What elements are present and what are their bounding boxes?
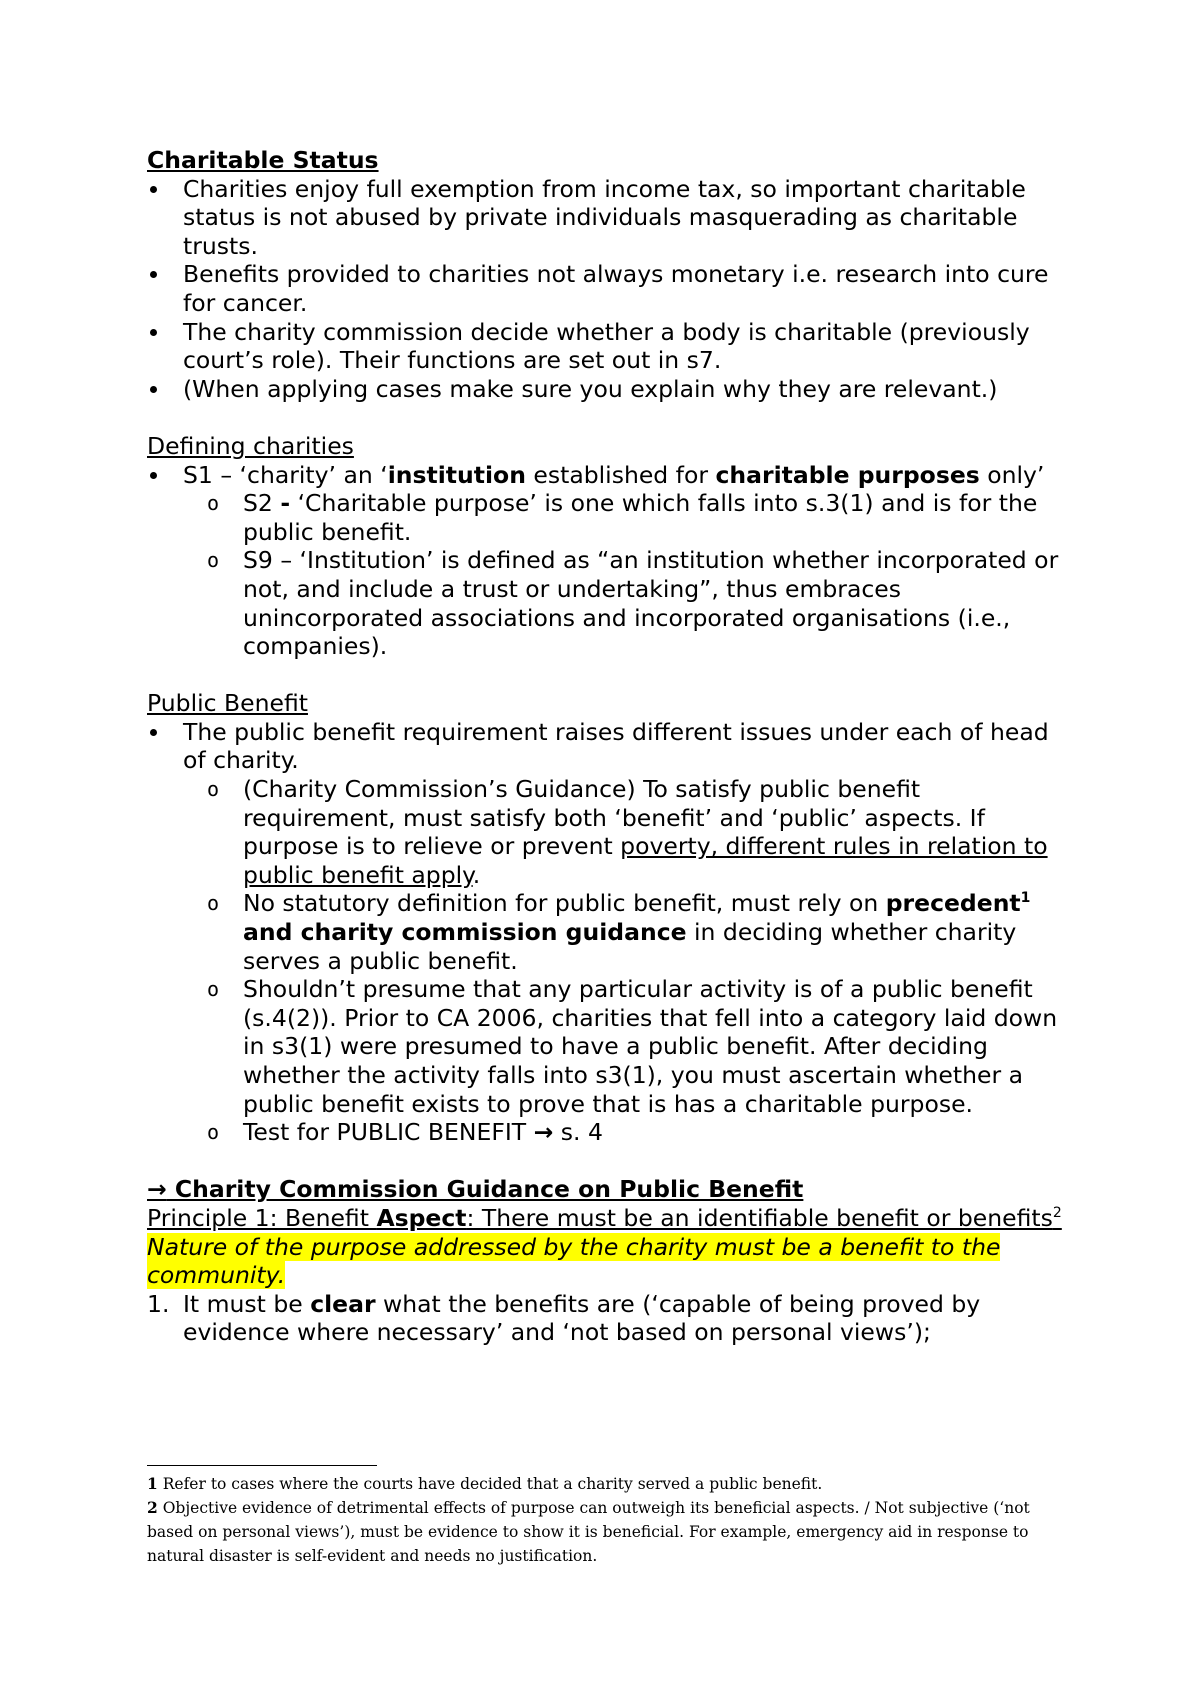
sub-list-item: o S2 - ‘Charitable purpose’ is one which falls into s.3(1) and is for the public benefit. <box>147 489 1067 546</box>
sub-list-item: o S9 – ‘Institution’ is defined as “an institution whether incorporated or not, and include a trust or undertaking”, thus embraces unincorporated associations and incorporated organisations (i.e., companies). <box>147 546 1067 660</box>
list-item: (When applying cases make sure you explain why they are relevant.) <box>147 375 1067 404</box>
list-item: 1. It must be clear what the benefits are (‘capable of being proved by evidence where necessary’ and ‘not based on personal views’); <box>147 1289 981 1347</box>
sub-list-item: o Shouldn’t presume that any particular activity is of a public benefit (s.4(2)). Prior to CA 2006, charities that fell into a category laid down in s3(1) were presumed to have a public benefit. After deciding whether the activity falls into s3(1), you must ascertain whether a public benefit exists to prove that is has a charitable purpose. <box>147 975 1067 1118</box>
sub-list-item: o No statutory definition for public benefit, must rely on precedent$^1$ and charity commission guidance in deciding whether charity serves a public benefit. <box>147 889 1067 975</box>
sub-list <box>147 489 1067 661</box>
footnote-separator <box>147 1465 377 1466</box>
arrow-right-icon: → <box>147 1175 167 1204</box>
defining-charities-list <box>147 461 1067 661</box>
public-benefit-list <box>147 718 1067 1147</box>
benefit-criteria-list <box>147 1290 1067 1347</box>
heading-guidance: → Charity Commission Guidance on Public Benefit <box>147 1175 804 1204</box>
list-item: The charity commission decide whether a body is charitable (previously court’s role). Their functions are set out in s7. <box>147 318 1067 375</box>
heading-defining-charities: Defining charities <box>147 431 354 460</box>
sub-list-item: o Test for PUBLIC BENEFIT → s. 4 <box>147 1118 1067 1147</box>
heading-charitable-status: Charitable Status <box>147 146 379 174</box>
sub-list-item: o (Charity Commission’s Guidance) To satisfy public benefit requirement, must satisfy both ‘benefit’ and ‘public’ aspects. If purpose is to relieve or prevent poverty, different rules in relation to public benefit apply. <box>147 775 1067 889</box>
list-item: S1 – ‘charity’ an ‘institution established for charitable purposes only’ o S2 - ‘Charitable purpose’ is one which falls into s.3(1) and is for the public benefit. o S9 – ‘Institution’ is defined as “an institution whether incorporated or not, and include a trust or undertaking”, thus embraces unincorporated associations and incorporated organisations (i.e., companies). <box>147 461 1067 661</box>
footnote-ref-1[interactable]: 1 <box>1020 890 1031 907</box>
highlighted-statement: Nature of the purpose addressed by the charity must be a benefit to the community. <box>147 1232 1001 1290</box>
footnote-ref-2[interactable]: 2 <box>1052 1204 1062 1221</box>
list-item: Charities enjoy full exemption from income tax, so important charitable status is not abused by private individuals masquerading as charitable trusts. <box>147 175 1067 261</box>
sub-list <box>147 775 1067 1147</box>
heading-public-benefit: Public Benefit <box>147 689 308 718</box>
list-item: Benefits provided to charities not always monetary i.e. research into cure for cancer. <box>147 260 1067 317</box>
footnotes <box>147 1472 1067 1568</box>
footnote-1: 1 Refer to cases where the courts have decided that a charity served a public benefit. <box>147 1474 823 1493</box>
document-body <box>147 146 1067 1347</box>
principle-1: Principle 1: Benefit Aspect: There must be an identifiable benefit or benefits$^2$ <box>147 1203 1062 1232</box>
list-item: The public benefit requirement raises different issues under each of head of charity. o (Charity Commission’s Guidance) To satisfy public benefit requirement, must satisfy both ‘benefit’ and ‘public’ aspects. If purpose is to relieve or prevent poverty, different rules in relation to public benefit apply. o No statutory definition for public benefit, must rely on precedent$^1$ and charity commission guidance in deciding whether charity serves a public benefit. o Shouldn’t presume that any particular activity is of a public benefit (s.4(2)). Prior to CA 2006, charities that fell into a category laid down in s3(1) were presumed to have a public benefit. After deciding whether the activity falls into s3(1), you must ascertain whether a public benefit exists to prove that is has a charitable purpose. o Test for PUBLIC BENEFIT → s. 4 <box>147 718 1067 1147</box>
charitable-status-list <box>147 175 1067 404</box>
arrow-right-icon: → <box>533 1118 554 1147</box>
footnote-2: 2 Objective evidence of detrimental effects of purpose can outweigh its beneficial aspects. / Not subjective (‘not based on personal views’), must be evidence to show it is beneficial. For example, emergency aid in response to natural disaster is self-evident and needs no justification. <box>147 1498 1030 1565</box>
